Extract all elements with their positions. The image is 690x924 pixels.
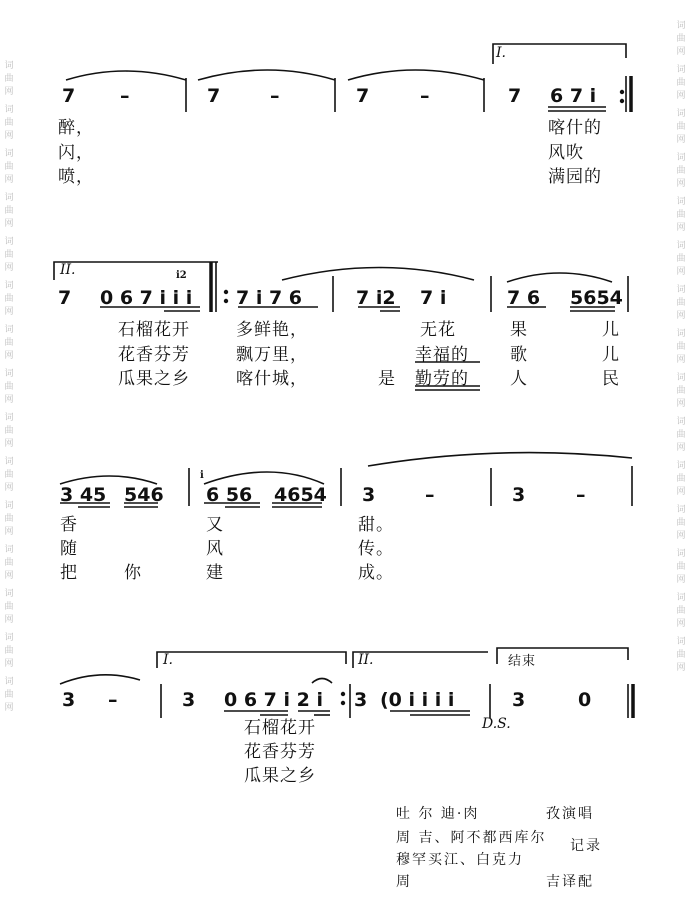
note: 7 [207, 85, 221, 107]
note: 0 [578, 689, 592, 711]
credit-singer: 吐 尔 迪·肉 [396, 806, 480, 822]
lyric: 成。 [358, 563, 394, 583]
lyric: 勤劳的 [415, 369, 469, 389]
lyric: 石榴花开 [118, 320, 190, 340]
lyric: 风 [206, 539, 224, 559]
dash: – [108, 689, 118, 711]
note-group: 0 6 7 i i i [100, 287, 193, 309]
lyric: 满园的 [548, 167, 602, 187]
lyric: 飘万里， [236, 345, 308, 365]
lyric: 无花 [420, 320, 456, 340]
note-group: 0 6 7 i 2 i [224, 689, 323, 711]
note-group: 546 [124, 484, 164, 506]
grace-note: i [200, 470, 204, 481]
lyric: 歌 [510, 345, 528, 365]
lyric: 多鲜艳， [236, 320, 308, 340]
credit-singer-role: 孜演唱 [546, 806, 594, 822]
lyric: 你 [124, 563, 142, 583]
lyric: 香 [60, 515, 78, 535]
dash: – [420, 85, 430, 107]
lyric: 风吹 [548, 143, 584, 163]
ending-1-label: I. [163, 652, 173, 668]
dash: – [270, 85, 280, 107]
lyric: 喷， [58, 167, 94, 187]
watermark-left: 词曲网 词曲网 词曲网 词曲网 词曲网 词曲网 词曲网 词曲网 词曲网 词曲网 词曲网 词曲网 词曲网 词曲网 词曲网 [4, 61, 14, 713]
credit-recorder-role: 记录 [570, 838, 602, 854]
fine-label: 结束 [508, 654, 537, 669]
note-group: 6 56 [206, 484, 253, 506]
note: 3 [512, 484, 526, 506]
lyric: 甜。 [358, 515, 394, 535]
lyric: 花香芬芳 [244, 742, 316, 762]
note: 7 [62, 85, 76, 107]
lyric: 儿 [602, 345, 620, 365]
note-group: 7 i [420, 287, 447, 309]
note-group: 6 7 i [550, 85, 597, 107]
lyric: 民 [602, 369, 620, 389]
note: 3 [182, 689, 196, 711]
note-group: 3 45 [60, 484, 107, 506]
ending-2-label: II. [358, 652, 374, 668]
credit-recorder: 周 吉、阿不都西库尔 [396, 830, 547, 846]
note: 7 [356, 85, 370, 107]
note: 7 [58, 287, 72, 309]
lyric: 随 [60, 539, 78, 559]
note-group: 7 i2 [356, 287, 396, 309]
lyric: 把 [60, 563, 78, 583]
note: 3 [354, 689, 368, 711]
dash: – [120, 85, 130, 107]
dal-segno: D.S. [482, 716, 511, 732]
lyric: 传。 [358, 539, 394, 559]
ending-1-label: I. [496, 45, 506, 61]
lyric: 果 [510, 320, 528, 340]
lyric: 又 [206, 515, 224, 535]
note-group: 5654 [570, 287, 623, 309]
lyric: 是 [378, 369, 396, 389]
note-group: 7 i 7 6 [236, 287, 303, 309]
credit-recorder-2: 穆罕买江、白克力 [396, 852, 524, 868]
grace-note: i2 [176, 270, 187, 281]
note: 3 [512, 689, 526, 711]
dash: – [425, 484, 435, 506]
watermark-right: 词曲网 词曲网 词曲网 词曲网 词曲网 词曲网 词曲网 词曲网 词曲网 词曲网 词曲网 词曲网 词曲网 词曲网 词曲网 [676, 21, 686, 673]
lyric: 喀什城， [236, 369, 308, 389]
note: 7 [508, 85, 522, 107]
note: 3 [362, 484, 376, 506]
lyric: 闪， [58, 143, 94, 163]
note-group: (0 i i i i [380, 689, 455, 711]
credit-translator: 周 [396, 874, 412, 890]
lyric: 喀什的 [548, 118, 602, 138]
lyric: 花香芬芳 [118, 345, 190, 365]
note-group: 7 6 [507, 287, 541, 309]
credit-translator-role: 吉译配 [546, 874, 594, 890]
lyric: 瓜果之乡 [244, 766, 316, 786]
lyric: 幸福的 [415, 345, 469, 365]
lyric: 醉， [58, 118, 94, 138]
dash: – [576, 484, 586, 506]
note: 3 [62, 689, 76, 711]
lyric: 人 [510, 369, 528, 389]
lyric: 建 [206, 563, 224, 583]
lyric: 石榴花开 [244, 718, 316, 738]
ending-2-label: II. [60, 262, 76, 278]
note-group: 4654 [274, 484, 327, 506]
lyric: 瓜果之乡 [118, 369, 190, 389]
lyric: 儿 [602, 320, 620, 340]
